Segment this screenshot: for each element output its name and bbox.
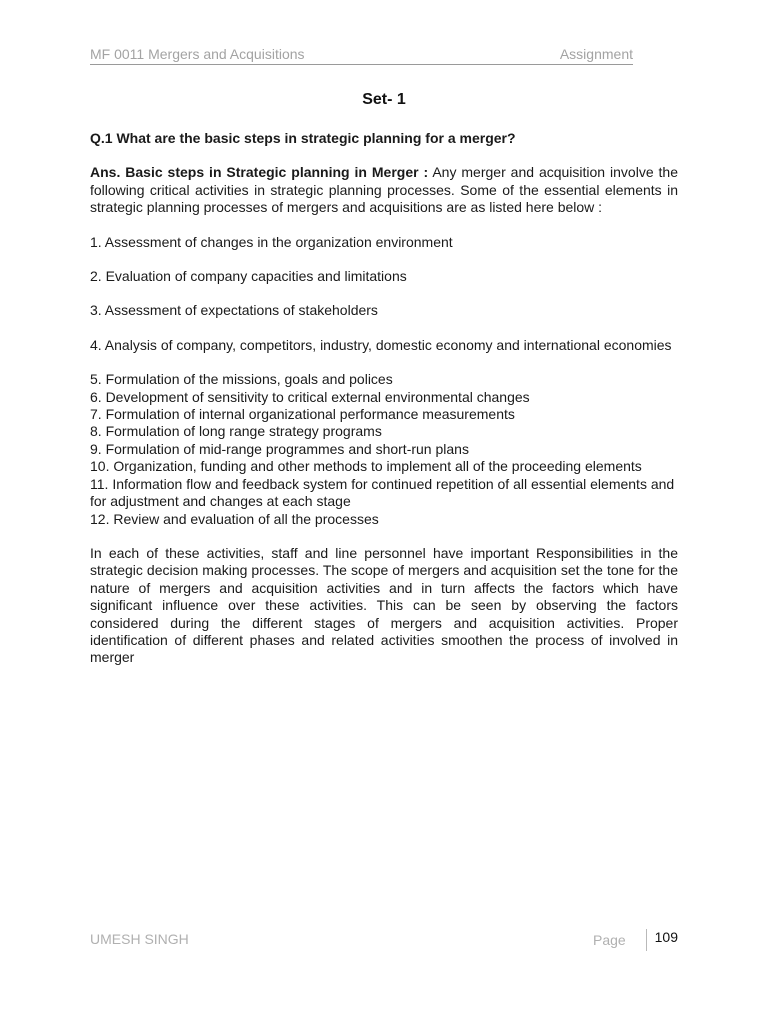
closing-paragraph: In each of these activities, staff and line personnel have important Responsibilities in the strategic decision making processes. The scope of mergers and acquisition set the tone for the nature of mergers and acquisition activities and in turn affects the factors which have significant influence over these activities. This can be seen by observing the factors considered during the different stages of mergers and acquisition activities. Proper identification of different phases and related activities smoothen the process of involved in merger	[90, 544, 678, 666]
page-number: 109	[646, 929, 678, 951]
list-item: 8. Formulation of long range strategy programs	[90, 423, 382, 440]
header-assignment-label: Assignment	[559, 46, 633, 62]
answer-label: Ans. Basic steps in Strategic planning in Merger :	[90, 164, 429, 181]
document-body	[90, 130, 678, 667]
list-item: 11. Information flow and feedback system for continued repetition of all essential elements and for adjustment and changes at each stage	[90, 475, 675, 510]
list-item: 12. Review and evaluation of all the processes	[90, 510, 379, 527]
answer-paragraph	[90, 164, 678, 216]
list-item: 10. Organization, funding and other methods to implement all of the proceeding elements	[90, 458, 642, 475]
list-item: 1. Assessment of changes in the organization environment	[90, 233, 453, 250]
steps-list	[90, 234, 678, 528]
list-item: 5. Formulation of the missions, goals and polices	[90, 371, 393, 388]
list-item: 6. Development of sensitivity to critical external environmental changes	[90, 388, 530, 405]
footer-page-label: Page	[593, 932, 626, 948]
page-header	[90, 45, 633, 65]
question-heading: Q.1 What are the basic steps in strategic planning for a merger?	[90, 130, 516, 146]
footer-author: UMESH SINGH	[90, 931, 189, 947]
list-item: 4. Analysis of company, competitors, industry, domestic economy and international economies	[90, 336, 672, 353]
answer-text: Any merger and acquisition involve the following critical activities in strategic planning processes. Some of the essential elements in strategic planning processes of mergers and acquisitions are as listed here below :	[90, 164, 678, 216]
list-item: 9. Formulation of mid-range programmes and short-run plans	[90, 440, 469, 457]
page-footer	[90, 928, 678, 952]
list-item: 2. Evaluation of company capacities and limitations	[90, 268, 407, 285]
header-course-title: MF 0011 Mergers and Acquisitions	[90, 46, 305, 62]
list-item: 7. Formulation of internal organizational performance measurements	[90, 406, 515, 423]
list-item: 3. Assessment of expectations of stakeholders	[90, 302, 378, 319]
set-title: Set- 1	[362, 91, 406, 108]
